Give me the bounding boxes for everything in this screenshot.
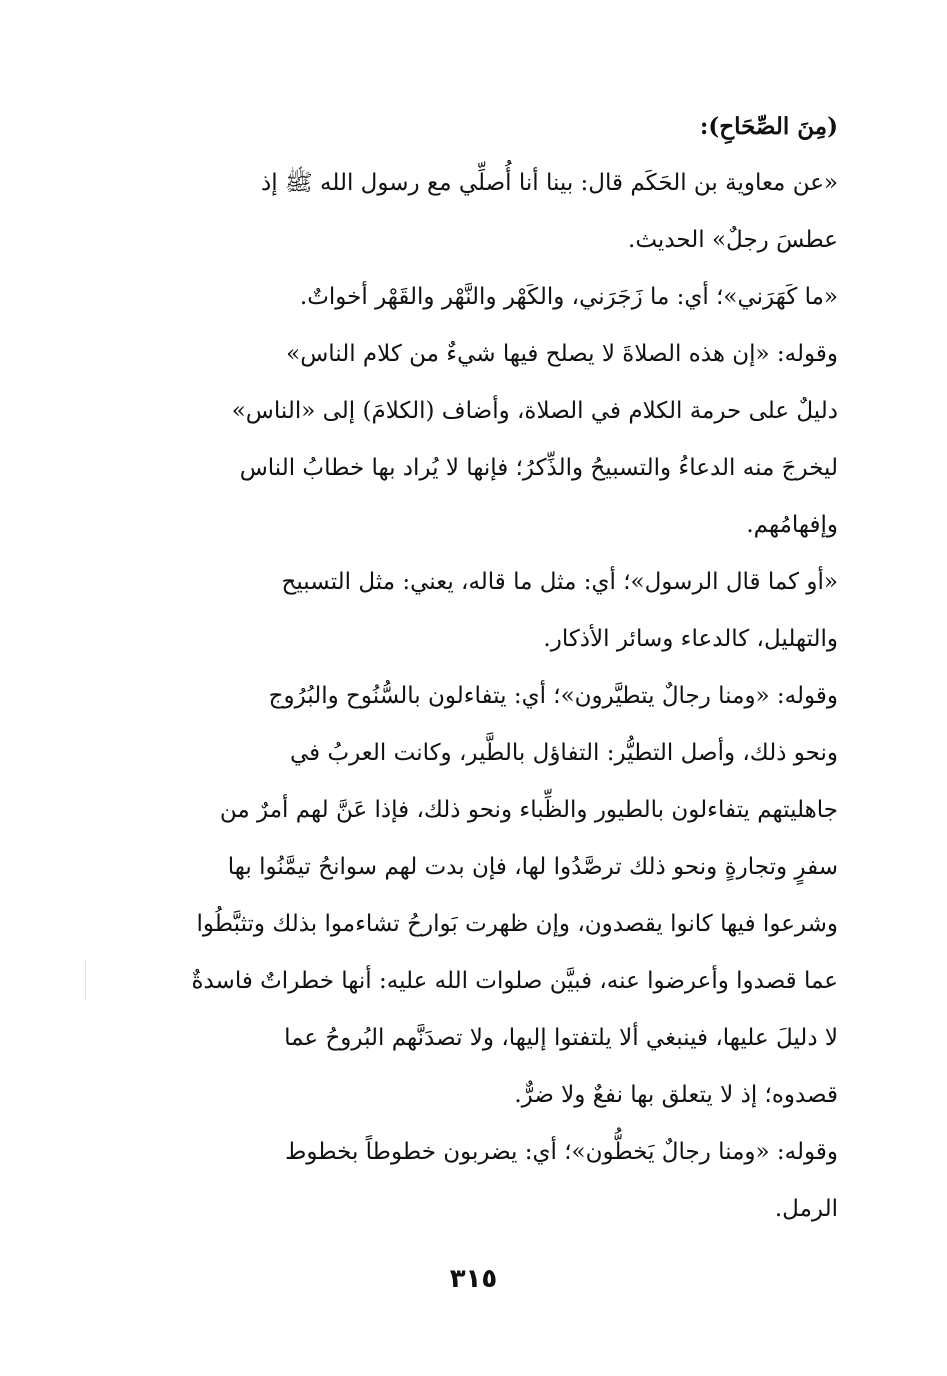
section-heading: (مِنَ الصِّحَاحِ):: [699, 113, 838, 140]
text-line: وقوله: «إن هذه الصلاةَ لا يصلح فيها شيءٌ من كلام الناس»: [286, 341, 838, 367]
text-line: والتهليل، كالدعاء وسائر الأذكار.: [543, 626, 838, 652]
text-line: وإفهامُهم.: [746, 512, 838, 538]
page-number: ٣١٥: [449, 1264, 498, 1294]
text-line: جاهليتهم يتفاءلون بالطيور والظِّباء ونحو ذلك، فإذا عَنَّ لهم أمرٌ من: [219, 797, 838, 823]
text-line: وقوله: «ومنا رجالٌ يتطيَّرون»؛ أي: يتفاءلون بالسُّنُوح والبُرُوج: [268, 683, 838, 709]
text-line: «عن معاوية بن الحَكَم قال: بينا أنا أُصلِّي مع رسول الله ﷺ إذ: [260, 170, 838, 196]
text-line: دليلٌ على حرمة الكلام في الصلاة، وأضاف (الكلامَ) إلى «الناس»: [231, 398, 838, 424]
text-line: سفرٍ وتجارةٍ ونحو ذلك ترصَّدُوا لها، فإن بدت لهم سوانحُ تيمَّنُوا بها: [227, 854, 838, 880]
text-line: ونحو ذلك، وأصل التطيُّر: التفاؤل بالطَّير، وكانت العربُ في: [289, 740, 838, 766]
text-line: ليخرجَ منه الدعاءُ والتسبيحُ والذِّكرُ؛ فإنها لا يُراد بها خطابُ الناس: [239, 455, 838, 481]
text-line: لا دليلَ عليها، فينبغي ألا يلتفتوا إليها، ولا تصدَنَّهم البُروحُ عما: [284, 1025, 838, 1051]
text-line: وقوله: «ومنا رجالٌ يَخطُّون»؛ أي: يضربون خطوطاً بخطوط: [285, 1139, 838, 1165]
text-line: عطسَ رجلٌ» الحديث.: [628, 227, 838, 253]
text-line: «ما كَهَرَني»؛ أي: ما زَجَرَني، والكَهْر والنَّهْر والقَهْر أخواتٌ.: [299, 284, 838, 310]
margin-mark: [85, 960, 86, 1000]
text-line: وشرعوا فيها كانوا يقصدون، وإن ظهرت بَوارحُ تشاءموا بذلك وتثبَّطُوا: [196, 911, 838, 937]
text-line: «أو كما قال الرسول»؛ أي: مثل ما قاله، يعني: مثل التسبيح: [281, 569, 838, 595]
text-line: الرمل.: [774, 1196, 838, 1222]
body-text: [128, 98, 838, 1238]
text-line: قصدوه؛ إذ لا يتعلق بها نفعٌ ولا ضرٌّ.: [514, 1082, 838, 1108]
text-line: عما قصدوا وأعرضوا عنه، فبيَّن صلوات الله عليه: أنها خطراتٌ فاسدةٌ: [191, 968, 838, 994]
